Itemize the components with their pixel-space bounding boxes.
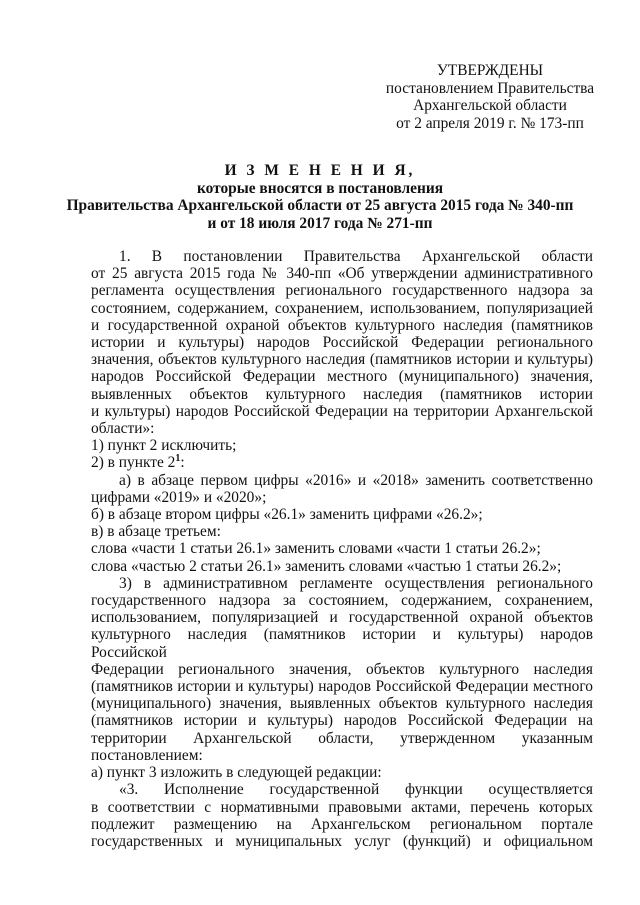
approval-heading: УТВЕРЖДЕНЫ (436, 62, 544, 79)
list-item: в) в абзаце третьем: (91, 523, 221, 541)
list-item: а) пункт 3 изложить в следующей редакции: (91, 764, 382, 782)
paragraph-line: области»: (91, 420, 155, 438)
paragraph-line: использованием, популяризацией и государственной охраной объектов (91, 609, 593, 627)
list-item: б) в абзаце втором цифры «26.1» заменить цифрами «26.2»; (91, 506, 483, 524)
list-item: 1) пункт 2 исключить; (91, 437, 237, 455)
title-changes: И З М Е Н Е Н И Я, (224, 162, 416, 179)
approval-stamp (370, 62, 610, 132)
paragraph-line: и государственной охраной объектов культурного наследия (памятников (91, 316, 593, 334)
list-item-continuation: цифрами «2019» и «2020»; (91, 488, 267, 506)
paragraph-line: выявленных объектов культурного наследия (памятников истории (91, 385, 593, 403)
paragraph-line: (памятников истории и культуры) народов Российской Федерации местного (91, 678, 593, 696)
paragraph-line: значения, объектов культурного наследия (памятников истории и культуры) (91, 351, 593, 369)
footnote-superscript: 1 (175, 453, 181, 465)
paragraph-line: и культуры) народов Российской Федерации на территории Архангельской (91, 402, 593, 420)
paragraph-line: состоянием, содержанием, сохранением, использованием, популяризацией (91, 299, 593, 317)
paragraph-line: 1. В постановлении Правительства Архангельской области (119, 248, 593, 265)
quote-line: подлежит размещению на Архангельском региональном портале (91, 815, 593, 833)
approval-date-number: от 2 апреля 2019 г. № 173-пп (396, 114, 584, 132)
approval-line: постановлением Правительства (385, 79, 595, 97)
list-item: слова «части 1 статьи 26.1» заменить словами «части 1 статьи 26.2»; (91, 540, 541, 558)
document-body (91, 248, 593, 850)
paragraph-line: государственного надзора за состоянием, содержанием, сохранением, (91, 592, 593, 610)
title-subline: и от 18 июля 2017 года № 271-пп (207, 214, 433, 232)
approval-line: Архангельской области (413, 97, 567, 114)
paragraph-line: (памятников истории и культуры) народов Российской Федерации на (91, 712, 593, 730)
list-item: слова «частью 2 статьи 26.1» заменить словами «частью 1 статьи 26.2»; (91, 557, 562, 575)
paragraph-line: 3) в административном регламенте осуществления регионального (119, 574, 593, 592)
quote-line: «3. Исполнение государственной функции осуществляется (119, 781, 593, 799)
paragraph-line: территории Архангельской области, утвержденном указанным (91, 729, 593, 747)
quote-line: в соответствии с нормативными правовыми актами, перечень которых (91, 798, 593, 816)
title-subline: которые вносятся в постановления (196, 179, 444, 197)
document-title (60, 162, 580, 232)
paragraph-line: постановлением: (91, 746, 203, 764)
paragraph-line: Федерации регионального значения, объектов культурного наследия (91, 660, 593, 678)
paragraph-line: культурного наследия (памятников истории и культуры) народов Российской (91, 626, 593, 661)
quote-line: государственных и муниципальных услуг (функций) и официальном (91, 832, 593, 850)
paragraph-line: от 25 августа 2015 года № 340-пп «Об утверждении административного (91, 265, 593, 283)
paragraph-line: (муниципального) значения, выявленных объектов культурного наследия (91, 695, 593, 713)
paragraph-line: истории и культуры) народов Российской Федерации регионального (91, 334, 593, 352)
list-item-text: 2) в пункте 2 (91, 454, 176, 472)
list-item (91, 454, 593, 471)
list-item-colon: : (180, 454, 185, 472)
paragraph-line: народов Российской Федерации местного (муниципального) значения, (91, 368, 593, 386)
list-item: а) в абзаце первом цифры «2016» и «2018» заменить соответственно (119, 471, 593, 489)
title-subline: Правительства Архангельской области от 25 августа 2015 года № 340-пп (66, 197, 574, 214)
paragraph-line: регламента осуществления регионального государственного надзора за (91, 282, 593, 300)
